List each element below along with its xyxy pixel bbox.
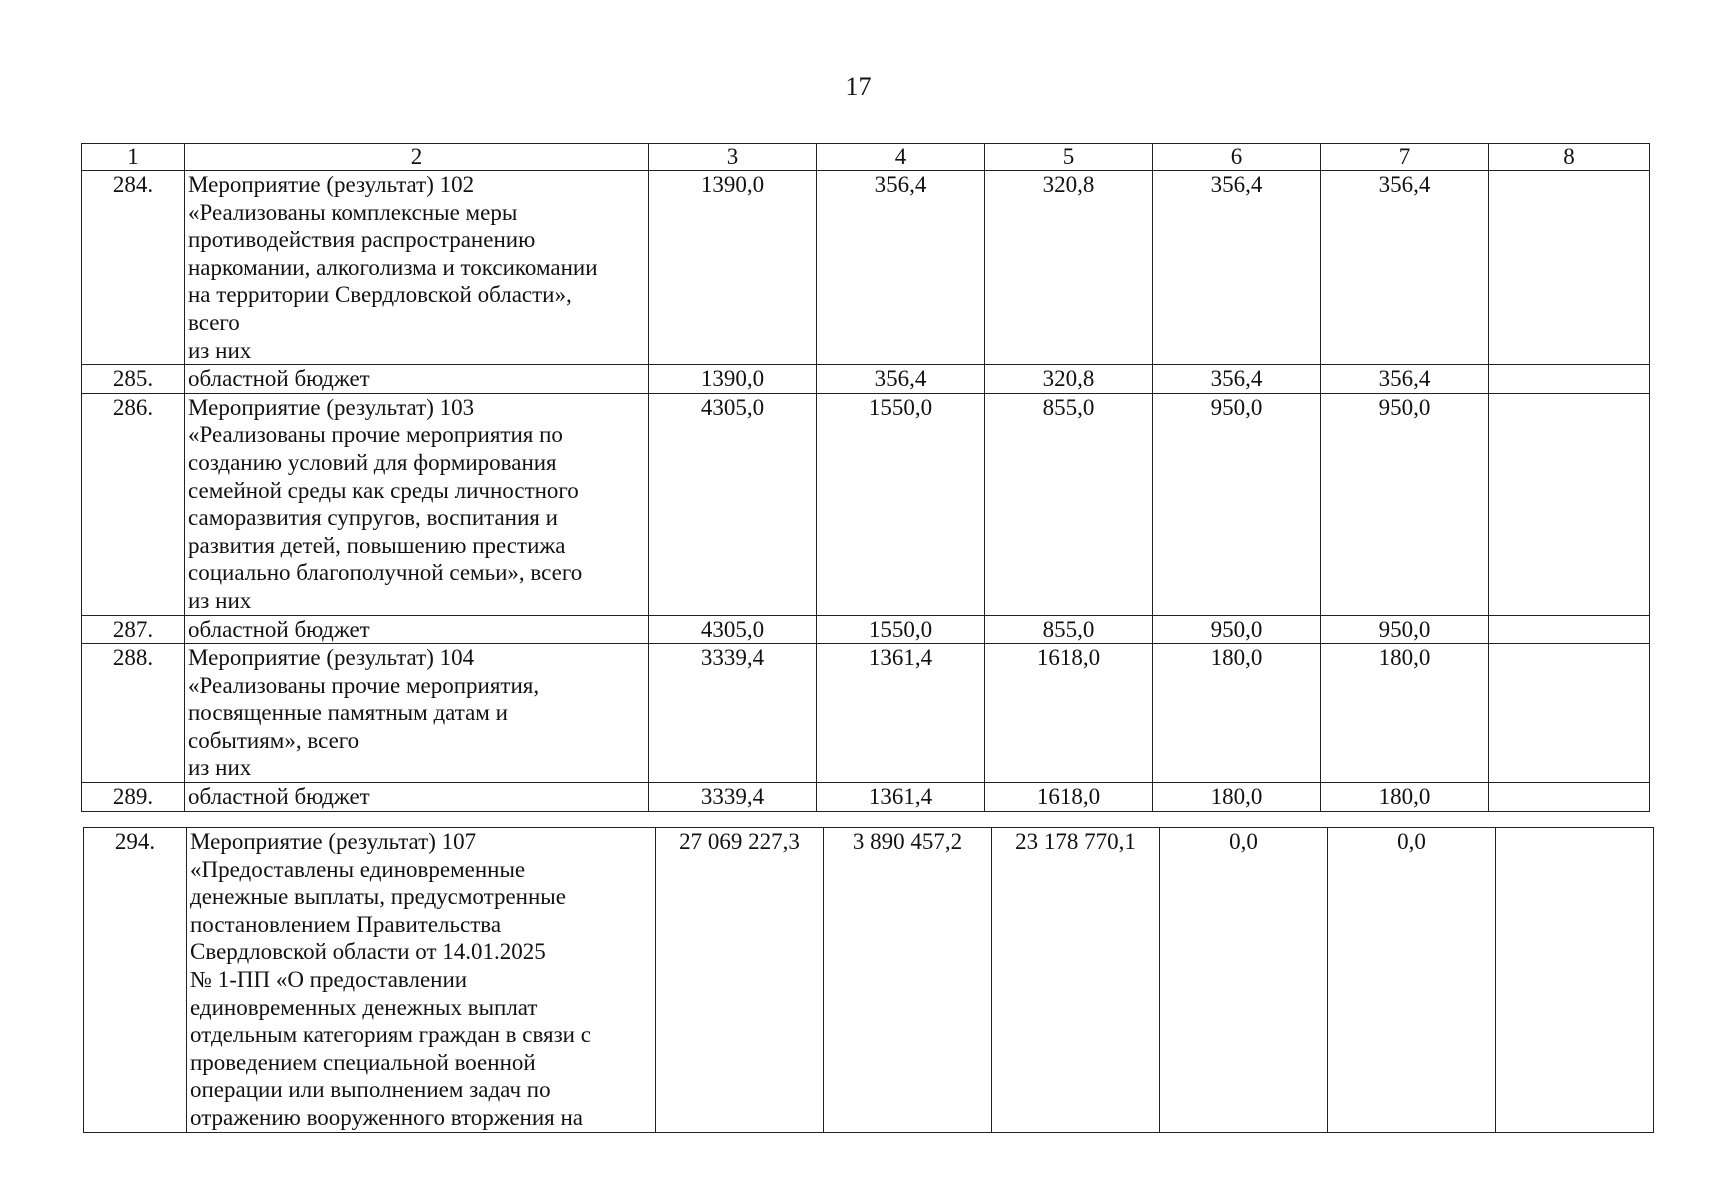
- column-number-header: 3: [649, 144, 817, 171]
- row-description: [185, 783, 649, 812]
- description-line: постановлением Правительства: [190, 911, 502, 937]
- column-number-header: 7: [1321, 144, 1489, 171]
- value-cell: [1489, 365, 1650, 394]
- description-line: № 1-ПП «О предоставлении: [190, 966, 468, 992]
- description-line: Мероприятие (результат) 103: [188, 394, 475, 420]
- value-cell: [1489, 393, 1650, 615]
- value-cell: 1550,0: [817, 393, 985, 615]
- value-cell: 1390,0: [649, 171, 817, 365]
- value-cell: 180,0: [1153, 644, 1321, 783]
- row-description: [185, 365, 649, 394]
- description-line: событиям», всего: [188, 727, 360, 753]
- description-line: отдельным категориям граждан в связи с: [190, 1022, 591, 1048]
- row-description: [185, 393, 649, 615]
- row-description: [187, 828, 656, 1133]
- description-line: семейной среды как среды личностного: [188, 477, 579, 503]
- value-cell: 1550,0: [817, 615, 985, 644]
- row-number: 289.: [82, 783, 185, 812]
- description-line: денежные выплаты, предусмотренные: [190, 884, 566, 910]
- column-number-header: 4: [817, 144, 985, 171]
- table-row: [82, 393, 1650, 615]
- budget-table-continued: [83, 827, 1654, 1133]
- value-cell: 356,4: [1153, 171, 1321, 365]
- value-cell: 320,8: [985, 171, 1153, 365]
- description-line: «Реализованы прочие мероприятия,: [188, 672, 540, 698]
- description-line: Мероприятие (результат) 102: [188, 172, 475, 197]
- row-number: 285.: [82, 365, 185, 394]
- description-line: проведением специальной военной: [190, 1049, 536, 1075]
- description-line: наркомании, алкоголизма и токсикомании: [188, 254, 598, 280]
- description-line: «Реализованы комплексные меры: [188, 199, 518, 225]
- column-number-header: 1: [82, 144, 185, 171]
- description-line: на территории Свердловской области»,: [188, 282, 572, 308]
- description-line: созданию условий для формирования: [188, 449, 557, 475]
- description-line: Мероприятие (результат) 107: [190, 829, 477, 854]
- description-line: Мероприятие (результат) 104: [188, 645, 475, 671]
- value-cell: 4305,0: [649, 393, 817, 615]
- column-number-header: 5: [985, 144, 1153, 171]
- value-cell: [1489, 615, 1650, 644]
- row-number: 286.: [82, 393, 185, 615]
- value-cell: [1489, 783, 1650, 812]
- value-cell: 180,0: [1321, 783, 1489, 812]
- value-cell: 356,4: [817, 171, 985, 365]
- description-line: из них: [188, 755, 252, 781]
- description-line: единовременных денежных выплат: [190, 994, 538, 1020]
- value-cell: 950,0: [1321, 393, 1489, 615]
- column-number-header: 8: [1489, 144, 1650, 171]
- value-cell: 356,4: [817, 365, 985, 394]
- description-line: из них: [188, 337, 252, 363]
- description-line: социально благополучной семьи», всего: [188, 560, 583, 586]
- row-description: [185, 615, 649, 644]
- value-cell: 1361,4: [817, 783, 985, 812]
- value-cell: 180,0: [1321, 644, 1489, 783]
- description-line: областной бюджет: [188, 616, 370, 642]
- value-cell: 855,0: [985, 393, 1153, 615]
- row-description: [185, 171, 649, 365]
- value-cell: 356,4: [1153, 365, 1321, 394]
- table-row: [82, 171, 1650, 365]
- description-line: из них: [188, 587, 252, 613]
- description-line: операции или выполнением задач по: [190, 1077, 551, 1103]
- value-cell: 1390,0: [649, 365, 817, 394]
- table-row: [82, 644, 1650, 783]
- value-cell: 356,4: [1321, 365, 1489, 394]
- value-cell: 1618,0: [985, 644, 1153, 783]
- value-cell: [1496, 828, 1654, 1133]
- description-line: противодействия распространению: [188, 227, 536, 253]
- value-cell: 4305,0: [649, 615, 817, 644]
- value-cell: [1489, 171, 1650, 365]
- table-row: [82, 615, 1650, 644]
- description-line: областной бюджет: [188, 784, 370, 810]
- column-number-header: 2: [185, 144, 649, 171]
- row-number: 284.: [82, 171, 185, 365]
- value-cell: 0,0: [1328, 828, 1496, 1133]
- value-cell: 950,0: [1321, 615, 1489, 644]
- value-cell: 3339,4: [649, 783, 817, 812]
- description-line: посвященные памятным датам и: [188, 700, 508, 726]
- table-header-row: [82, 144, 1650, 171]
- table-row: [82, 365, 1650, 394]
- value-cell: 27 069 227,3: [656, 828, 824, 1133]
- page-number: 17: [845, 72, 872, 101]
- row-number: 287.: [82, 615, 185, 644]
- description-line: развития детей, повышению престижа: [188, 532, 566, 558]
- row-number: 288.: [82, 644, 185, 783]
- value-cell: [1489, 644, 1650, 783]
- value-cell: 0,0: [1160, 828, 1328, 1133]
- value-cell: 23 178 770,1: [992, 828, 1160, 1133]
- value-cell: 950,0: [1153, 615, 1321, 644]
- description-line: областной бюджет: [188, 366, 370, 392]
- table-row: [82, 783, 1650, 812]
- description-line: саморазвития супругов, воспитания и: [188, 505, 558, 531]
- budget-table: [81, 143, 1650, 812]
- value-cell: 855,0: [985, 615, 1153, 644]
- value-cell: 356,4: [1321, 171, 1489, 365]
- value-cell: 1618,0: [985, 783, 1153, 812]
- description-line: «Предоставлены единовременные: [190, 856, 526, 882]
- value-cell: 320,8: [985, 365, 1153, 394]
- value-cell: 180,0: [1153, 783, 1321, 812]
- value-cell: 1361,4: [817, 644, 985, 783]
- row-description: [185, 644, 649, 783]
- value-cell: 950,0: [1153, 393, 1321, 615]
- description-line: всего: [188, 309, 240, 335]
- value-cell: 3339,4: [649, 644, 817, 783]
- description-line: отражению вооруженного вторжения на: [190, 1104, 583, 1130]
- description-line: Свердловской области от 14.01.2025: [190, 939, 546, 965]
- value-cell: 3 890 457,2: [824, 828, 992, 1133]
- column-number-header: 6: [1153, 144, 1321, 171]
- row-number: 294.: [84, 828, 187, 1133]
- description-line: «Реализованы прочие мероприятия по: [188, 422, 563, 448]
- table-row: [84, 828, 1654, 1133]
